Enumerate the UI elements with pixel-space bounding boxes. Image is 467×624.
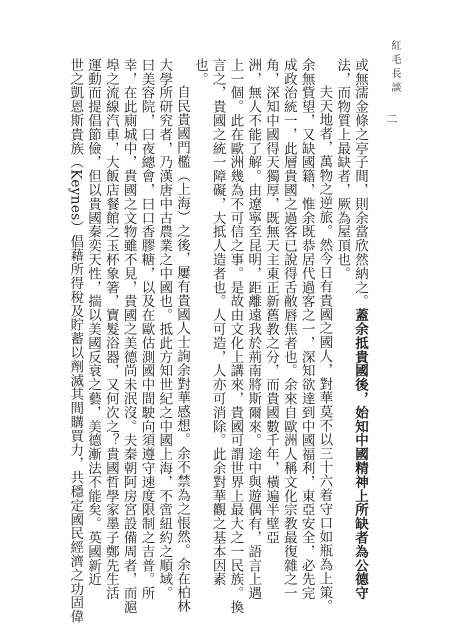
text-column: 也。 [191, 58, 208, 86]
text-column: 上一個。此在歐洲幾為不可信之事。是故由文化上講來，貴國可謂世界上最大之一民族。換 [227, 58, 244, 614]
running-header-title: 紅毛長談 [389, 40, 400, 96]
text-column: 自民貴國門檻（上海）之後，屢有貴國人士詢余對華感想。余不禁為之悵然。余在柏林 [174, 85, 191, 614]
text-column: 或無濡金條之亭子間，則余當欣然納之。蓋余抵貴國後，始知中國精神上所缺者為公德守 [352, 58, 368, 601]
text-column: 運動而提倡節儉，但以貴國秦奕天性，揣以美國反衰之藝，美德漸法不能矣。英國新近 [85, 58, 102, 587]
text-column: 洲，無人不能了解。由遼寧至昆明，距離遠我於荊南將斯爾來。途中與遊偶有，語言上遇 [245, 58, 262, 601]
text-column: 世之凱恩斯貴族（Keynes）倡藉所得稅及貯蓄以劑滅其間購買力，共穩定國民經濟之功固偉 [67, 58, 84, 624]
page-number: 二 [385, 113, 398, 124]
text-column: 余無貲望，又缺國籍，惟余既恭居代過客之一，深知欲達到中國福利，東亞安全，必先完 [298, 58, 315, 601]
text-column: 大學所研究者，乃漢唐中古農業之中國也。抵此方知世紀之中國上海，不啻紐約之順域。 [156, 58, 173, 601]
text-column: 夫天地者，萬物之逆旅。然今日有貴國之國人，對華莫不以三十六着守口如瓶為上策。 [316, 85, 333, 614]
text-column: 曰美容院，曰夜總會，曰口香膠糖，以及在歐估測國中間駛向須遵守速度限制之吉普。所 [138, 58, 155, 601]
text-column: 埠之流線汽車，大飯店餐館之玉杯象箸，寶髮浴器，又何次之？貴國哲學家墨子鄭先生活 [102, 58, 119, 601]
body-text [28, 58, 368, 624]
text-column: 法，而物質上最缺者，厥為屋頂也。 [334, 58, 351, 281]
text-column: 成政治統一，此層貴國之過客已說得舌敝唇焦者也。余來自歐洲人稱文化宗教最復雜之一 [280, 58, 297, 601]
text-column: 角，深知中國得天獨厚，既無天主東正新舊教之分，而貴國數千年，橫遍半壁亞 [263, 58, 280, 545]
text-column: 言之，貴國之統一障礙，大抵人造者也。人可造，人亦可消除。此余對華觀之基本因素 [209, 58, 226, 587]
text-column: 幸，在此廁城中，貴國之文物雖不見，貴國之美德尚未泯沒。夫秦朝阿房宮設備周者，而滬 [120, 58, 137, 614]
